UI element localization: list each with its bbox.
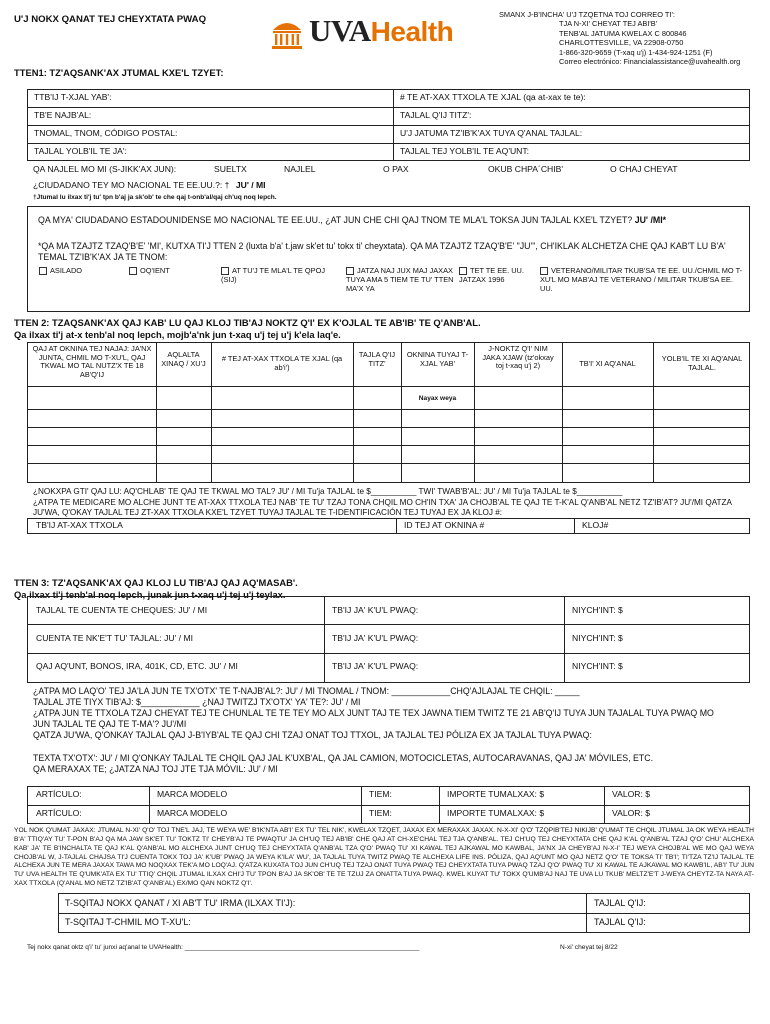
section2-title: TTEN 2: TZAQSANK'AX QAJ KAB' LU QAJ KLOJ TIB'AJ NOKTZ Q'I' EX K'OJLAL TE AB'IB' TE Q'ANB'AL. — [14, 317, 481, 328]
address-line: TJA N-XI' CHEYAT TEJ ABI'B' — [559, 19, 658, 29]
category-label: JATZA NAJ JUX MAJ JAXAX TUYA AMA 5 TIEM TE TU' TTEN MA'X YA — [346, 266, 454, 294]
marital-status-label: QA NAJLEL MO MI (S-JIKK'AX JUN): — [33, 164, 177, 174]
investments-bank-field[interactable]: TB'IJ JA' K'U'L PWAQ: — [332, 661, 419, 671]
form-title: U'J NOKX QANAT TEJ CHEYXTATA PWAQ — [14, 14, 207, 25]
col-header-sex: AQLALTA XINAQ / XU'J — [161, 350, 206, 368]
footer-staff-line: Tej nokx qanat oktz q'i' tu' junxi aq'anal te UVAHealth: ________________________________________________________________ — [27, 944, 420, 951]
insurance-q2: JUN TAJLAL TE QAJ TE T-MA'? JU'/MI — [33, 718, 187, 729]
investments-field[interactable]: QAJ AQ'UNT, BONOS, IRA, 401K, CD, ETC. JU' / MI — [36, 661, 238, 671]
medicare-question: ¿ATPA TE MEDICARE MO ALCHE JUNT TE AT-XAX TTXOLA TEJ NAB' TE TU' TZAJ TONA CHQIL MO CH'IN TXA' JA CHOJB'AL TE QAJ TE T-K'AL Q'ANB'AL NETZ TZ'IB'AT? JU'/MI QATZA JU'WA, Q'OKAY TAJLAL TEJ ZT-XAX TTXOLA KXE'L TZYET TUYAJ TAJLAL TE T-IDENTIFICACIÓN TEJ TUYAJ EX JA KLOJ #: — [33, 498, 732, 518]
vehicle-make-field[interactable]: MARCA MODELO — [157, 789, 228, 799]
col-header-employer: TB'I' XI AQ'ANAL — [579, 359, 636, 368]
mobile-home-question: QA MERAXAX TE; ¿JATZA NAJ TOJ JTE TJA MÓVIL: JU' / MI — [33, 763, 278, 774]
col-header-dob: TAJLA Q'IJ TITZ' — [358, 350, 396, 368]
rotunda-icon — [269, 14, 305, 50]
applicant-info-table — [27, 89, 750, 161]
section3-subtitle: Qa ilxax ti'j tenb'al noq lepch, junak jun t-xaq u'j tej u'j teylax. — [14, 589, 286, 600]
vehicle-value-field[interactable]: VALOR: $ — [612, 789, 651, 799]
signature-table — [58, 893, 750, 933]
return-label: SMANX J-B'INCHA' U'J TZQETNA TOJ CORREO TI': — [499, 10, 675, 19]
vehicles-table — [27, 786, 750, 824]
household-table — [27, 342, 750, 483]
category-label: OQ'IENT — [140, 266, 170, 275]
citizen-answer[interactable]: JU' / MI — [235, 180, 266, 190]
insurance-q1: ¿ATPA JUN TE TTXOLA TZAJ CHEYAT TEJ TE CHUNLAL TE TE TEY MO ALX JUNT TAJ TE TEX JAWNA TIEM TWITZ TE 21 AB'Q'IJ TUYA JUN TAJALAL TUYA PWAQ MO — [33, 707, 714, 718]
category-refugee[interactable] — [129, 266, 219, 275]
address-line: 1-866-320-9659 (T-xaq u'j) 1-434-924-1251 (F) — [559, 47, 713, 57]
nayax-weya-label: Nayax weya — [418, 395, 457, 402]
property-q1: ¿ATPA MO LAQ'O' TEJ JA'LA JUN TE TX'OTX' TE T-NAJB'AL?: JU' / MI TNOMAL / TNOM: ____________CHQ'AJLAJAL TE CHQIL: _____ — [33, 686, 580, 696]
category-label: TET TE EE. UU. JATZAX 1996 — [459, 266, 524, 285]
mi-note-1: *QA MA TZAJTZ TZAQ'B'E' 'MI', KUTXA TI'J TTEN 2 (luxta b'a' t.jaw sk'et tu' tokx ti' cheyxtata). — [38, 241, 408, 251]
checking-account-field[interactable]: TAJLAL TE CUENTA TE CHEQUES: JU' / MI — [36, 605, 208, 615]
category-label: VETERANO/MILITAR TKUB'SA TE EE. UU./CHMIL MO T-XU'L MO MAB'AJ TE VETERANO / MILITAR TKUB'SA EE. UU. — [540, 266, 743, 294]
property-q2: TAJLAL JTE TIYX TIB'AJ: $____________ ¿NAJ TWITZJ TX'OTX' YA' TE?: JU' / MI — [33, 696, 361, 707]
logo-text: UVAHealth — [309, 13, 454, 48]
birthdate-field[interactable]: TAJLAL Q'IJ TITZ': — [400, 110, 472, 120]
address-line: TENB'AL JATUMA KWELAX C 800846 — [559, 28, 687, 38]
marital-option-separated[interactable]: OKUB CHPA´CHIB' — [488, 164, 564, 174]
col-header-relation: OKNINA TUYAJ T-XJAL YAB' — [406, 350, 469, 368]
vehicle-year-field[interactable]: TIEM: — [369, 808, 392, 818]
email-line[interactable]: Correo electrónico: Financialassistance@uvahealth.org — [559, 57, 741, 67]
vehicles-question: TEXTA TX'OTX': JU' / MI Q'ONKAY TAJLAL TE CHQIL QAJ JAL K'UXB'AL, QA JAL CAMION, MOTOCICLETAS, AUTOCARAVANAS, QAJ JA' MÓVILES, ETC. — [33, 752, 654, 763]
vehicle-make-field[interactable]: MARCA MODELO — [157, 808, 228, 818]
investments-balance-field[interactable]: NIYCH'INT: $ — [572, 661, 623, 671]
category-veteran[interactable] — [540, 266, 746, 293]
savings-balance-field[interactable]: NIYCH'INT: $ — [572, 633, 623, 643]
vehicle-item-field[interactable]: ARTÍCULO: — [36, 808, 82, 818]
applicant-signature-field[interactable]: T-SQITAJ NOKX QANAT / XI AB'T TU' IRMA (ILXAX TI'J): — [65, 898, 296, 908]
spouse-date-field[interactable]: TAJLAL Q'IJ: — [594, 917, 646, 927]
category-label: ASILADO — [50, 266, 83, 275]
noncitizen-answer[interactable]: JU' /MI* — [634, 215, 667, 225]
category-label: AT TU'J TE MLA'L TE QPOJ (SIJ) — [221, 266, 326, 285]
vehicle-owed-field[interactable]: IMPORTE TUMALXAX: $ — [447, 789, 545, 799]
noncitizen-question-text: QA MYA' CIUDADANO ESTADOUNIDENSE MO NACIONAL TE EE.UU., ¿AT JUN CHE CHI QAJ TNOM TE MLA'L TOKSA JUN TAJLAL KXE'L TZYET? — [38, 215, 633, 225]
uvahealth-logo — [269, 12, 494, 52]
property-questions — [33, 686, 758, 775]
checkbox[interactable] — [39, 267, 47, 275]
group-number-field[interactable]: KLOJ# — [582, 520, 609, 530]
insurance-id-row — [27, 518, 750, 534]
insured-name-field[interactable]: TB'IJ AT-XAX TTXOLA — [36, 520, 123, 530]
member-id-field[interactable]: ID TEJ AT OKNINA # — [404, 520, 485, 530]
citizen-question-label: ¿CIUDADANO TEY MO NACIONAL TE EE.UU.?: † — [33, 180, 230, 190]
work-phone-field[interactable]: TAJLAL TEJ YOLB'IL TE AQ'UNT: — [400, 146, 530, 156]
return-address — [499, 10, 764, 67]
mi-note — [34, 239, 746, 265]
checkbox[interactable] — [459, 267, 467, 275]
marital-option-widowed[interactable]: O PAX — [383, 164, 409, 174]
noncitizen-question — [34, 213, 744, 228]
assets-table — [27, 596, 750, 683]
support-question: ¿NOKXPA GTI' QAJ LU: AQ'CHLAB' TE QAJ TE TKWAL MO TAL? JU' / MI Tu'ja TAJLAL te $__________ TWI' TWAB'B'AL: JU' / MI Tu'ja TAJLAL te $__________ — [33, 487, 623, 496]
category-lpr5[interactable] — [346, 266, 456, 293]
address-field[interactable]: TB'E NAJB'AL: — [34, 110, 92, 120]
col-header-income: J-NOKTZ Q'I' NIM JAKA XJAW (tz'okxay toj t-xaq u'j 2) — [482, 344, 554, 371]
insurance-q3: QATZA JU'WA, Q'ONKAY TAJLAL QAJ J-B'IYB'AL TE QAJ CHI TZAJ ONAT TOJ TTXOL, JA TAJLAL TEJ PÓLIZA EX JA TAJLAL TUYA PWAQ: — [33, 729, 592, 740]
category-asylee[interactable] — [39, 266, 119, 275]
category-sij[interactable] — [221, 266, 339, 284]
citizen-footnote: †Jtumal lu ilxax ti'j tu' tpn b'aj ja sk'ob' te che qaj t-onb'al/qaj ch'uq noq lepch. — [33, 194, 277, 201]
city-state-zip-field[interactable]: TNOMAL, TNOM, CÓDIGO POSTAL: — [34, 128, 178, 138]
checkbox[interactable] — [346, 267, 354, 275]
marital-status-row — [33, 164, 753, 176]
mi-note-2: QA MA TZAJTZ TZAQ'B'E' "JU'", CH'IKLAK ALCHETZA CHE QAJ KAB'T LU B'A' TEMAL TZ'IB'K'AX JA TE TNOM: — [38, 241, 726, 262]
footer-revision: N-xi' cheyat tej 8/22 — [560, 944, 618, 951]
marital-option-divorced[interactable]: O CHAJ CHEYAT — [610, 164, 678, 174]
vehicle-item-field[interactable]: ARTÍCULO: — [36, 789, 82, 799]
checking-balance-field[interactable]: NIYCH'INT: $ — [572, 605, 623, 615]
account-number-field[interactable]: U'J JATUMA TZ'IB'K'AX TUYA Q'ANAL TAJLAL: — [400, 128, 583, 138]
patient-ssn-field[interactable]: # TE AT-XAX TTXOLA TE XJAL (qa at-xax te te): — [400, 92, 586, 102]
checkbox[interactable] — [540, 267, 548, 275]
marital-option-married[interactable]: NAJLEL — [284, 164, 316, 174]
vehicle-owed-field[interactable]: IMPORTE TUMALXAX: $ — [447, 808, 545, 818]
section1-title: TTEN1: TZ'AQSANK'AX JTUMAL KXE'L TZYET: — [14, 67, 224, 78]
vehicle-year-field[interactable]: TIEM: — [369, 789, 392, 799]
patient-name-field[interactable]: TTB'IJ T-XJAL YAB': — [34, 92, 112, 102]
checking-bank-field[interactable]: TB'IJ JA' K'U'L PWAQ: — [332, 605, 419, 615]
home-phone-field[interactable]: TAJLAL YOLB'IL TE JA': — [34, 146, 127, 156]
citizen-question — [33, 180, 266, 190]
noncitizen-box — [27, 206, 750, 312]
savings-account-field[interactable]: CUENTA TE NK'E'T TU' TAJLAL: JU' / MI — [36, 633, 193, 643]
section2-subtitle: Qa ilxax ti'j at-x tenb'al noq lepch, mojb'a'nk jun t-xaq u'j tej u'j k'ela laq'e. — [14, 329, 341, 340]
col-header-employer-phone: YOLB'IL TE XI AQ'ANAL TAJLAL. — [661, 354, 743, 372]
applicant-date-field[interactable]: TAJLAL Q'IJ: — [594, 898, 646, 908]
vehicle-value-field[interactable]: VALOR: $ — [612, 808, 651, 818]
checkbox[interactable] — [221, 267, 229, 275]
address-line: CHARLOTTESVILLE, VA 22908-0750 — [559, 38, 684, 48]
section3-title: TTEN 3: TZ'AQSANK'AX QAJ KLOJ LU TIB'AJ QAJ AQ'MASAB'. — [14, 577, 298, 588]
certification-text: YOL NOK Q'UMAT JAXAX: JTUMAL N-XI' Q'O' TOJ TNE'L JAJ, TE WEYA WE' B'IK'NTA AB'I' EX TU' TEL NIK', KWELAX TZQET, JAXAX EX MERAXAX JAXAX. N-X-XI' Q'O' TZQPIB'TEJ NIKIJB' Q'UMAT TE CHQIL JTUMAL JA OK WEYA HEALTH B'A' TTIQ'AY TU' T-PON B'AJ QA MA JAW SK'ET TU' TOKTZ TI' CHEYB'AJ TE PWAQTU' JA CH'UQ TEJ AB'IB' CHE QAJ AT CH-XE'CHAL TEJ TJA Q'ANB'AL. TEJ CH'UQ TEJ CHEYXTATA CHE QAJ K'AL Q'ANB'AL TZAJ Q'O' CHU' ALCHEXA KAB' JA' TE B'INCHALTA TE QAJ K'AL Q'ANB'AL MO ALCHEXA JUNT CH'UQ TEJ CHEYXTATA Q'ANB'AL TZA Q'O' PWAQ TU' XI KAWAL TEJ AJKAWAL MO KAWBAL, JA'NX JA CHEYB'AJ N-X-I' TEJ WEYA CHOJB'AL WE MO QAJ WEYA CHOJB'AL W, J-TAJLAL CHAJSA TI'J CUENTA TOKX TOJ JA' K'UB' PWAQ JA WEYA K'ILA' WU', JA TAJLAL TUYA TWITZ PWAQ TE ALCHEXA LIFE INS. PÓLIZA, QAJ AQ'UNT MO QAJ NETZ Q'O' TE TOKSA TI' TB'I'; TI'TZA TZ'IJ TAJLAL TE ALCHEXA JUN TE MERA JAXAX TAWA MO NOQXAX TEK'A MO LOQ'AJ. Q'ATZA KUXATA TOJ JUN CH'UQ TEJ TZAJ ONAT TUYA PWAQ TEJ CHEYXTATA TUYA PWAQ TZAJ Q'O' PWAQ TU' XI KAWAL TE AJKAWAL MO KAWB'IL, AB'I' TU' JUN TU' UVA HEALTH TE Q'UMK'ATA EX TU' TTIQ' CHQIL JTUMAL ILXAX CHI'J TU' TPON B'AJ JA SK'OB' TE TE TZUJ ZA ONATTA TUYA PWAQ. KWEL KUYAT TU' TOKX Q'UMB'AJ NAJ TE UVA LU TKUB' MELTZ'E'T J-WEYA CHEYTZ-TA NAYA AT-XAX TTXOLA (Q'ANAL MO NETZ TZ'IB'AT Q'ANB'AL) EX/MO QAN NOKTZ Q'I'. — [14, 827, 754, 888]
category-1996[interactable] — [459, 266, 539, 284]
marital-option-single[interactable]: SUELTX — [214, 164, 247, 174]
savings-bank-field[interactable]: TB'IJ JA' K'U'L PWAQ: — [332, 633, 419, 643]
col-header-members: QAJ AT OKNINA TEJ NAJAJ: JA'NX JUNTA, CHMIL MO T-XU'L, QAJ TKWAL MO TAL NUTZ'X TE 18 AB'Q'IJ — [32, 344, 152, 379]
col-header-ssn: # TEJ AT-XAX TTXOLA TE XJAL (qa ab'i') — [221, 354, 343, 372]
checkbox[interactable] — [129, 267, 137, 275]
spouse-signature-field[interactable]: T-SQITAJ T-CHMIL MO T-XU'L: — [65, 917, 191, 927]
